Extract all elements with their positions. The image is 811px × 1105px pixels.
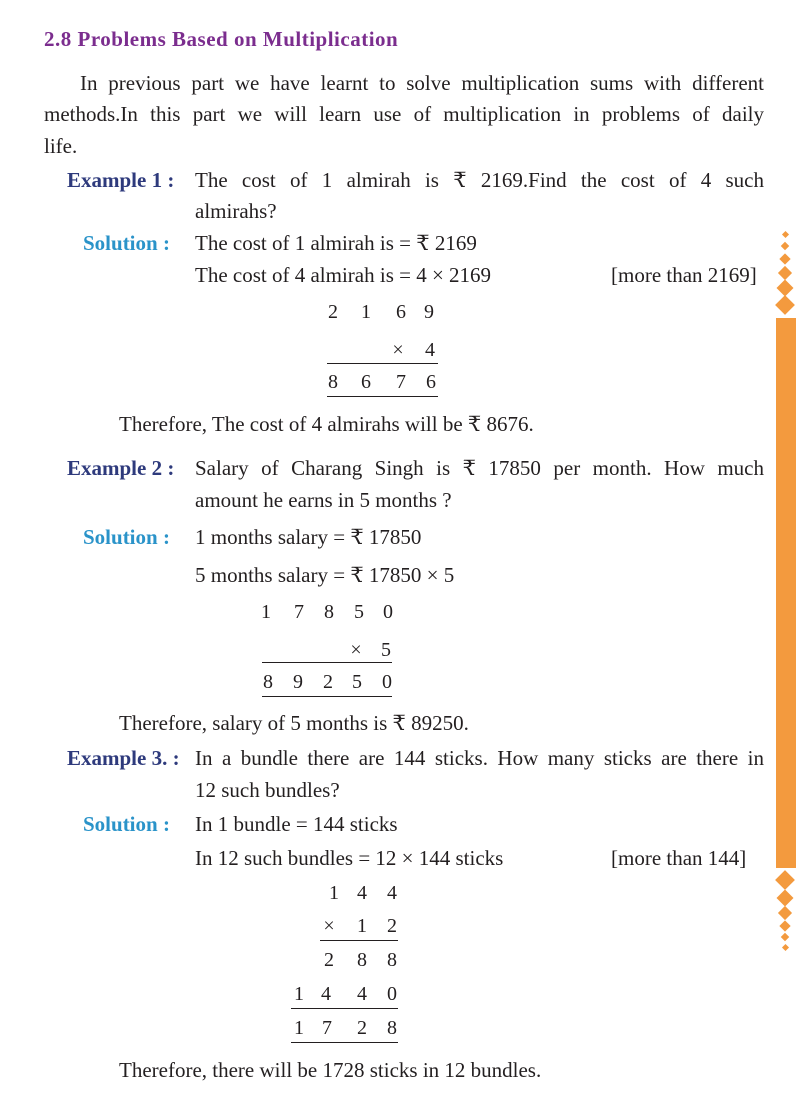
calc-digit: 1 bbox=[329, 882, 339, 904]
calc-digit: 1 bbox=[361, 301, 371, 323]
calc-rule bbox=[327, 363, 438, 364]
diamond-dot bbox=[778, 266, 792, 280]
calc-times-sign: × bbox=[350, 639, 362, 661]
calc-digit: 2 bbox=[323, 671, 333, 693]
diamond-dot bbox=[782, 944, 789, 951]
calc-digit: 6 bbox=[361, 371, 371, 393]
calc-digit: 4 bbox=[321, 983, 331, 1005]
calc-digit: 1 bbox=[294, 983, 304, 1005]
calc-digit: 8 bbox=[263, 671, 273, 693]
diamond-dot bbox=[777, 280, 794, 297]
diamond-dot bbox=[775, 870, 795, 890]
calc-times-sign: × bbox=[323, 915, 335, 937]
diamond-dot bbox=[779, 920, 790, 931]
calc-digit: 1 bbox=[357, 915, 367, 937]
calc-rule bbox=[327, 396, 438, 397]
example-2-label: Example 2 : bbox=[67, 456, 175, 480]
example-2-question-line-2: amount he earns in 5 months ? bbox=[195, 488, 452, 512]
calc-digit: 5 bbox=[354, 601, 364, 623]
calc-digit: 9 bbox=[293, 671, 303, 693]
calc-digit: 2 bbox=[387, 915, 397, 937]
calc-digit: 4 bbox=[425, 339, 435, 361]
calc-digit: 9 bbox=[424, 301, 434, 323]
calc-digit: 4 bbox=[387, 882, 397, 904]
diamond-dot bbox=[778, 906, 792, 920]
calc-digit: 4 bbox=[357, 882, 367, 904]
calc-digit: 7 bbox=[396, 371, 406, 393]
example-1-question-line-1: The cost of 1 almirah is ₹ 2169.Find the cost of 4 such bbox=[195, 168, 764, 192]
diamond-dot bbox=[777, 890, 794, 907]
example-3-label: Example 3. : bbox=[67, 746, 180, 770]
calc-rule bbox=[262, 662, 392, 663]
example-3-step-2: In 12 such bundles = 12 × 144 sticks bbox=[195, 846, 504, 870]
calc-digit: 0 bbox=[383, 601, 393, 623]
calc-digit: 5 bbox=[381, 639, 391, 661]
example-3-step-1: In 1 bundle = 144 sticks bbox=[195, 812, 398, 836]
calc-digit: 5 bbox=[352, 671, 362, 693]
calc-digit: 8 bbox=[328, 371, 338, 393]
intro-line-2: methods.In this part we will learn use of multiplication in problems of daily bbox=[44, 102, 764, 126]
calc-digit: 7 bbox=[294, 601, 304, 623]
calc-digit: 7 bbox=[322, 1017, 332, 1039]
calc-digit: 6 bbox=[426, 371, 436, 393]
example-2-conclusion: Therefore, salary of 5 months is ₹ 89250. bbox=[119, 711, 469, 735]
calc-digit: 8 bbox=[387, 1017, 397, 1039]
accent-stripe bbox=[776, 318, 796, 868]
calc-digit: 6 bbox=[396, 301, 406, 323]
example-3-question-line-1: In a bundle there are 144 sticks. How many sticks are there in bbox=[195, 746, 764, 770]
calc-rule bbox=[262, 696, 392, 697]
intro-line-3: life. bbox=[44, 134, 78, 158]
example-1-step-2: The cost of 4 almirah is = 4 × 2169 bbox=[195, 263, 492, 287]
calc-digit: 8 bbox=[357, 949, 367, 971]
calc-times-sign: × bbox=[392, 339, 404, 361]
diamond-dot bbox=[779, 253, 790, 264]
example-3-conclusion: Therefore, there will be 1728 sticks in 12 bundles. bbox=[119, 1058, 542, 1082]
calc-digit: 2 bbox=[328, 301, 338, 323]
example-1-note: [more than 2169] bbox=[611, 263, 757, 287]
diamond-dot bbox=[781, 933, 789, 941]
example-1-conclusion: Therefore, The cost of 4 almirahs will be ₹ 8676. bbox=[119, 412, 534, 436]
calc-digit: 1 bbox=[261, 601, 271, 623]
calc-digit: 8 bbox=[324, 601, 334, 623]
calc-digit: 2 bbox=[357, 1017, 367, 1039]
example-3-solution-label: Solution : bbox=[83, 812, 170, 836]
example-2-question-line-1: Salary of Charang Singh is ₹ 17850 per month. How much bbox=[195, 456, 764, 480]
calc-digit: 0 bbox=[382, 671, 392, 693]
diamond-dot bbox=[781, 242, 789, 250]
section-title: 2.8 Problems Based on Multiplication bbox=[44, 27, 399, 51]
example-2-solution-label: Solution : bbox=[83, 525, 170, 549]
diamond-dot bbox=[782, 231, 789, 238]
calc-digit: 2 bbox=[324, 949, 334, 971]
calc-digit: 4 bbox=[357, 983, 367, 1005]
calc-rule bbox=[291, 1008, 398, 1009]
intro-line-1: In previous part we have learnt to solve multiplication sums with different bbox=[80, 71, 764, 95]
example-3-note: [more than 144] bbox=[611, 846, 747, 870]
example-1-step-1: The cost of 1 almirah is = ₹ 2169 bbox=[195, 231, 477, 255]
calc-digit: 0 bbox=[387, 983, 397, 1005]
calc-rule bbox=[320, 940, 398, 941]
calc-digit: 1 bbox=[294, 1017, 304, 1039]
example-3-question-line-2: 12 such bundles? bbox=[195, 778, 340, 802]
calc-digit: 8 bbox=[387, 949, 397, 971]
example-2-step-1: 1 months salary = ₹ 17850 bbox=[195, 525, 422, 549]
example-2-step-2: 5 months salary = ₹ 17850 × 5 bbox=[195, 563, 455, 587]
example-1-label: Example 1 : bbox=[67, 168, 175, 192]
example-1-question-line-2: almirahs? bbox=[195, 199, 277, 223]
diamond-dot bbox=[775, 295, 795, 315]
calc-rule bbox=[291, 1042, 398, 1043]
example-1-solution-label: Solution : bbox=[83, 231, 170, 255]
